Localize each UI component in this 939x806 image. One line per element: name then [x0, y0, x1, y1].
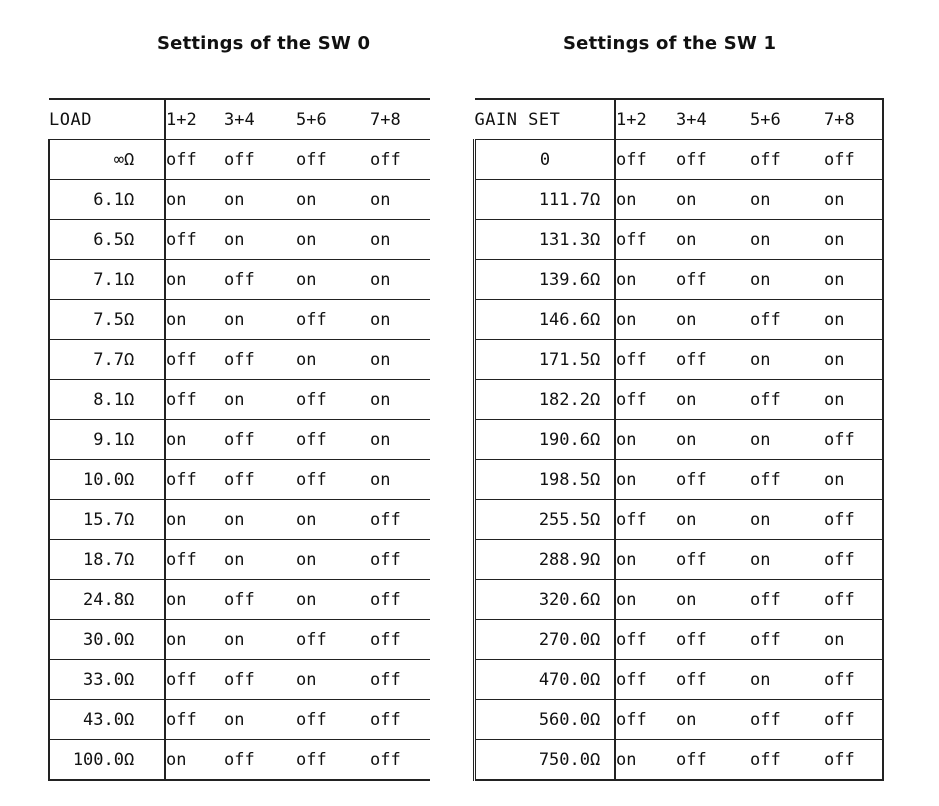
switch-state-cell: off [165, 220, 224, 260]
table-row [475, 540, 884, 580]
switch-state-cell: off [615, 340, 676, 380]
switch-header-4: 7+8 [370, 99, 430, 140]
unit-cell: Ω [590, 700, 615, 740]
switch-state-cell: on [676, 180, 750, 220]
table-row [49, 580, 430, 620]
unit-cell: Ω [590, 580, 615, 620]
table-row [49, 620, 430, 660]
switch-state-cell: off [615, 220, 676, 260]
table-row [475, 580, 884, 620]
switch-state-cell: off [296, 420, 370, 460]
switch-state-cell: off [224, 460, 296, 500]
switch-state-cell: on [750, 500, 824, 540]
switch-state-cell: on [750, 540, 824, 580]
switch-state-cell: on [824, 340, 883, 380]
switch-state-cell: on [224, 500, 296, 540]
switch-state-cell: on [370, 420, 430, 460]
value-cell: 43.0 [49, 700, 124, 740]
switch-state-cell: off [370, 580, 430, 620]
switch-state-cell: on [296, 180, 370, 220]
switch-header-2: 3+4 [676, 99, 750, 140]
gain-set-column-header: GAIN SET [475, 99, 616, 140]
switch-state-cell: off [824, 500, 883, 540]
value-cell: 6.5 [49, 220, 124, 260]
switch-state-cell: on [165, 500, 224, 540]
table-row [475, 460, 884, 500]
switch-state-cell: off [750, 460, 824, 500]
switch-state-cell: on [676, 380, 750, 420]
value-cell: 288.9 [475, 540, 591, 580]
value-cell: 15.7 [49, 500, 124, 540]
switch-state-cell: on [296, 260, 370, 300]
switch-state-cell: off [824, 660, 883, 700]
switch-state-cell: on [615, 580, 676, 620]
switch-state-cell: off [615, 700, 676, 740]
unit-cell: Ω [124, 420, 165, 460]
switch-state-cell: off [296, 380, 370, 420]
value-cell: 255.5 [475, 500, 591, 540]
switch-state-cell: on [615, 260, 676, 300]
unit-cell: Ω [590, 340, 615, 380]
switch-state-cell: on [824, 180, 883, 220]
switch-state-cell: on [750, 180, 824, 220]
table-row [49, 340, 430, 380]
switch-state-cell: off [224, 260, 296, 300]
switch-state-cell: off [165, 660, 224, 700]
switch-state-cell: off [370, 620, 430, 660]
unit-cell: Ω [124, 140, 165, 180]
unit-cell: Ω [590, 500, 615, 540]
table-row [475, 500, 884, 540]
switch-state-cell: off [296, 740, 370, 781]
value-cell: 270.0 [475, 620, 591, 660]
table-row [49, 660, 430, 700]
value-cell: ∞ [49, 140, 124, 180]
value-cell: 111.7 [475, 180, 591, 220]
switch-state-cell: on [750, 220, 824, 260]
table-row [49, 380, 430, 420]
unit-cell: Ω [590, 380, 615, 420]
switch-state-cell: off [750, 740, 824, 781]
switch-state-cell: on [165, 300, 224, 340]
switch-state-cell: on [370, 460, 430, 500]
switch-state-cell: off [224, 660, 296, 700]
switch-state-cell: on [750, 660, 824, 700]
unit-cell: Ω [124, 220, 165, 260]
table-row [49, 500, 430, 540]
switch-state-cell: on [615, 300, 676, 340]
unit-cell: Ω [124, 500, 165, 540]
table-row [475, 220, 884, 260]
switch-state-cell: on [224, 380, 296, 420]
switch-state-cell: off [370, 500, 430, 540]
switch-state-cell: on [676, 580, 750, 620]
sw1-header-row [475, 99, 884, 140]
switch-state-cell: on [615, 740, 676, 781]
value-cell: 10.0 [49, 460, 124, 500]
switch-state-cell: on [370, 300, 430, 340]
switch-state-cell: on [165, 740, 224, 781]
unit-cell: Ω [124, 260, 165, 300]
value-cell: 320.6 [475, 580, 591, 620]
unit-cell: Ω [124, 620, 165, 660]
table-row [475, 260, 884, 300]
value-cell: 24.8 [49, 580, 124, 620]
unit-cell: Ω [590, 740, 615, 781]
switch-state-cell: on [824, 300, 883, 340]
switch-state-cell: off [676, 260, 750, 300]
switch-state-cell: off [296, 460, 370, 500]
value-cell: 18.7 [49, 540, 124, 580]
table-row [475, 660, 884, 700]
unit-cell: Ω [590, 620, 615, 660]
table-row [475, 380, 884, 420]
switch-state-cell: on [370, 340, 430, 380]
switch-state-cell: on [615, 180, 676, 220]
switch-state-cell: off [370, 700, 430, 740]
switch-state-cell: off [165, 140, 224, 180]
switch-header-2: 3+4 [224, 99, 296, 140]
switch-state-cell: off [296, 700, 370, 740]
value-cell: 7.7 [49, 340, 124, 380]
switch-state-cell: on [750, 420, 824, 460]
table-row [475, 140, 884, 180]
value-cell: 182.2 [475, 380, 591, 420]
load-column-header: LOAD [49, 99, 165, 140]
value-cell: 6.1 [49, 180, 124, 220]
switch-state-cell: off [165, 540, 224, 580]
switch-state-cell: on [224, 180, 296, 220]
switch-state-cell: on [224, 700, 296, 740]
value-cell: 560.0 [475, 700, 591, 740]
value-cell: 7.5 [49, 300, 124, 340]
value-cell: 470.0 [475, 660, 591, 700]
switch-state-cell: on [224, 620, 296, 660]
switch-state-cell: on [676, 220, 750, 260]
unit-cell: Ω [124, 740, 165, 781]
switch-state-cell: off [370, 140, 430, 180]
table-row [475, 620, 884, 660]
switch-state-cell: off [296, 620, 370, 660]
switch-state-cell: off [615, 140, 676, 180]
switch-state-cell: off [824, 540, 883, 580]
switch-state-cell: on [750, 340, 824, 380]
switch-state-cell: off [676, 620, 750, 660]
switch-state-cell: on [615, 420, 676, 460]
switch-state-cell: off [615, 500, 676, 540]
switch-state-cell: off [224, 140, 296, 180]
unit-cell: Ω [124, 380, 165, 420]
value-cell: 190.6 [475, 420, 591, 460]
sw0-load-table [48, 98, 430, 781]
table-row [49, 460, 430, 500]
switch-state-cell: off [224, 580, 296, 620]
switch-state-cell: on [370, 260, 430, 300]
switch-state-cell: on [824, 460, 883, 500]
switch-state-cell: on [296, 540, 370, 580]
sw1-gain-table [473, 98, 884, 781]
switch-state-cell: off [676, 140, 750, 180]
unit-cell: Ω [124, 300, 165, 340]
switch-state-cell: off [676, 460, 750, 500]
value-cell: 0 [475, 140, 616, 180]
switch-state-cell: on [370, 380, 430, 420]
switch-state-cell: off [370, 740, 430, 781]
switch-state-cell: on [750, 260, 824, 300]
unit-cell: Ω [590, 460, 615, 500]
table-row [475, 300, 884, 340]
switch-state-cell: off [824, 140, 883, 180]
switch-state-cell: on [224, 540, 296, 580]
switch-state-cell: off [615, 660, 676, 700]
switch-state-cell: off [824, 420, 883, 460]
unit-cell: Ω [124, 660, 165, 700]
switch-state-cell: on [296, 660, 370, 700]
switch-state-cell: on [296, 580, 370, 620]
unit-cell: Ω [590, 260, 615, 300]
switch-header-1: 1+2 [165, 99, 224, 140]
switch-state-cell: on [370, 220, 430, 260]
switch-state-cell: off [676, 660, 750, 700]
table-row [49, 700, 430, 740]
switch-state-cell: off [824, 580, 883, 620]
switch-state-cell: off [615, 620, 676, 660]
table-row [49, 300, 430, 340]
switch-state-cell: on [165, 420, 224, 460]
switch-state-cell: on [824, 260, 883, 300]
switch-state-cell: on [824, 220, 883, 260]
value-cell: 7.1 [49, 260, 124, 300]
table-row [49, 180, 430, 220]
switch-state-cell: off [296, 140, 370, 180]
switch-state-cell: off [676, 340, 750, 380]
switch-state-cell: off [824, 740, 883, 781]
unit-cell: Ω [124, 340, 165, 380]
table-row [49, 140, 430, 180]
switch-state-cell: off [165, 700, 224, 740]
unit-cell: Ω [590, 300, 615, 340]
switch-state-cell: off [370, 540, 430, 580]
table-row [49, 740, 430, 781]
switch-state-cell: off [165, 380, 224, 420]
switch-state-cell: on [296, 340, 370, 380]
switch-state-cell: on [165, 180, 224, 220]
switch-header-3: 5+6 [750, 99, 824, 140]
switch-state-cell: off [224, 420, 296, 460]
switch-state-cell: on [224, 300, 296, 340]
switch-state-cell: off [750, 620, 824, 660]
switch-state-cell: off [676, 740, 750, 781]
value-cell: 100.0 [49, 740, 124, 781]
switch-state-cell: on [615, 460, 676, 500]
switch-state-cell: off [824, 700, 883, 740]
switch-state-cell: off [165, 340, 224, 380]
table-row [475, 180, 884, 220]
sw0-title: Settings of the SW 0 [157, 33, 371, 54]
table-row [49, 420, 430, 460]
value-cell: 9.1 [49, 420, 124, 460]
table-row [475, 700, 884, 740]
unit-cell: Ω [590, 660, 615, 700]
unit-cell: Ω [124, 700, 165, 740]
table-row [49, 540, 430, 580]
switch-state-cell: on [224, 220, 296, 260]
unit-cell: Ω [590, 220, 615, 260]
switch-state-cell: off [676, 540, 750, 580]
switch-state-cell: off [750, 140, 824, 180]
table-row [49, 260, 430, 300]
switch-state-cell: off [370, 660, 430, 700]
unit-cell: Ω [124, 540, 165, 580]
switch-state-cell: off [224, 740, 296, 781]
switch-state-cell: off [750, 300, 824, 340]
switch-state-cell: off [224, 340, 296, 380]
unit-cell: Ω [124, 460, 165, 500]
value-cell: 131.3 [475, 220, 591, 260]
value-cell: 33.0 [49, 660, 124, 700]
unit-cell: Ω [590, 420, 615, 460]
unit-cell: Ω [590, 180, 615, 220]
switch-state-cell: off [296, 300, 370, 340]
switch-header-3: 5+6 [296, 99, 370, 140]
switch-state-cell: off [750, 700, 824, 740]
value-cell: 750.0 [475, 740, 591, 781]
switch-state-cell: off [165, 460, 224, 500]
value-cell: 198.5 [475, 460, 591, 500]
switch-state-cell: on [676, 700, 750, 740]
value-cell: 171.5 [475, 340, 591, 380]
table-row [475, 340, 884, 380]
switch-header-4: 7+8 [824, 99, 883, 140]
value-cell: 30.0 [49, 620, 124, 660]
value-cell: 139.6 [475, 260, 591, 300]
unit-cell: Ω [124, 180, 165, 220]
switch-state-cell: on [296, 220, 370, 260]
switch-state-cell: on [615, 540, 676, 580]
sw0-header-row [49, 99, 430, 140]
sw1-title: Settings of the SW 1 [563, 33, 777, 54]
table-row [475, 420, 884, 460]
switch-header-1: 1+2 [615, 99, 676, 140]
value-cell: 146.6 [475, 300, 591, 340]
switch-state-cell: on [165, 260, 224, 300]
switch-state-cell: off [750, 380, 824, 420]
switch-state-cell: on [676, 500, 750, 540]
switch-state-cell: on [165, 580, 224, 620]
switch-state-cell: off [615, 380, 676, 420]
switch-state-cell: off [750, 580, 824, 620]
switch-state-cell: on [676, 300, 750, 340]
table-row [475, 740, 884, 781]
unit-cell: Ω [124, 580, 165, 620]
switch-state-cell: on [296, 500, 370, 540]
switch-state-cell: on [824, 380, 883, 420]
unit-cell: Ω [590, 540, 615, 580]
value-cell: 8.1 [49, 380, 124, 420]
switch-state-cell: on [676, 420, 750, 460]
switch-state-cell: on [824, 620, 883, 660]
table-row [49, 220, 430, 260]
switch-state-cell: on [370, 180, 430, 220]
switch-state-cell: on [165, 620, 224, 660]
